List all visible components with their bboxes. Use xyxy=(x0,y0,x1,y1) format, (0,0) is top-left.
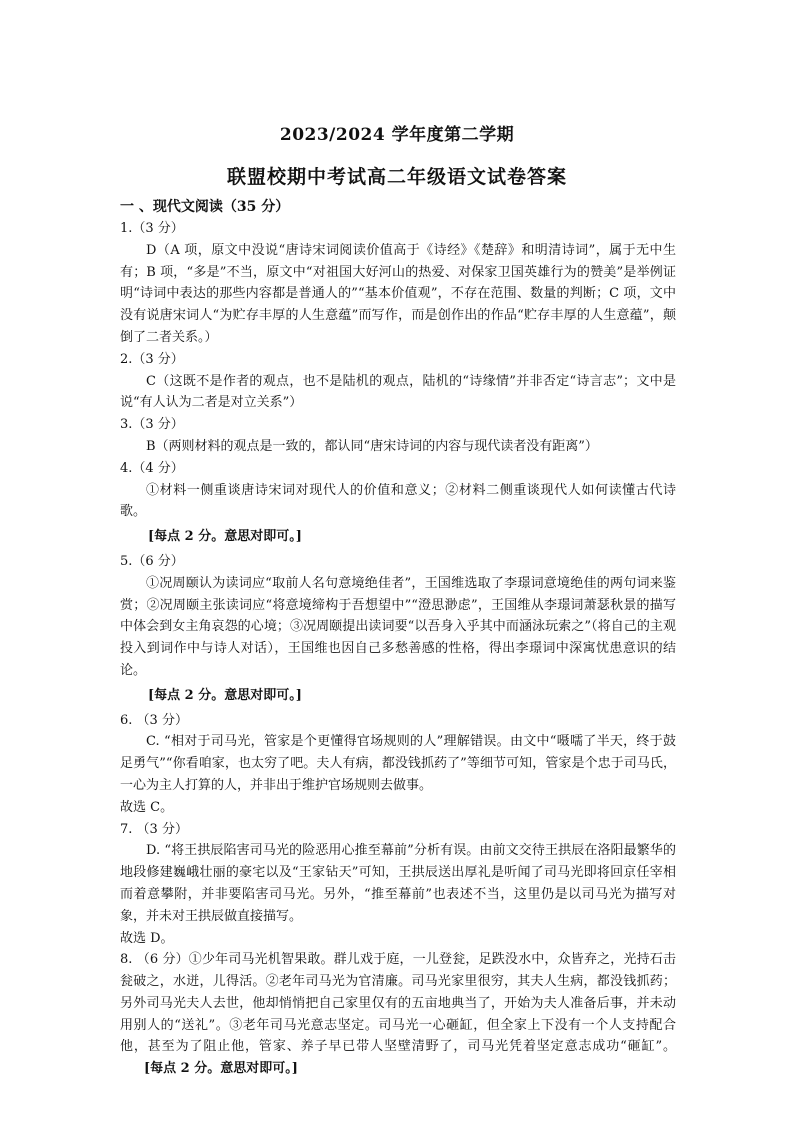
answer-text: ①少年司马光机智果敢。群儿戏于庭，一儿登瓮，足跌没水中，众皆弃之，光持石击瓮破之，水迸，儿得活。②老年司马光为官清廉。司马光家里很穷，其夫人生病，都没钱抓药；另外司马光夫人去世，他却悄悄把自己家里仅有的五亩地典当了，开始为夫人准备后事，并未动用别人的“送礼”。③老年司马光意志坚定。司马光一心砸缸，但全家上下没有一个人支持配合他，甚至为了阻止他，管家、养子早已带人坚壁清野了，司马光凭着坚定意志成功“砸缸”。 xyxy=(120,952,676,1055)
scoring-note: [每点 2 分。意思对即可。] xyxy=(144,1061,298,1077)
section-heading: 一 、现代文阅读（35 分） xyxy=(120,199,290,215)
exam-answer-title: 联盟校期中考试高二年级语文试卷答案 xyxy=(226,166,567,188)
answer-paragraph xyxy=(120,949,676,1080)
answer-conclusion: 故选 D。 xyxy=(120,930,174,946)
question-number: 1.（3 分） xyxy=(120,221,184,236)
scoring-note: [每点 2 分。意思对即可。] xyxy=(148,529,302,545)
answer-text: C（这既不是作者的观点，也不是陆机的观点，陆机的“诗缘情”并非否定“诗言志”；文中是说“有人认为二者是对立关系”） xyxy=(120,373,676,411)
answer-text: ①材料一侧重谈唐诗宋词对现代人的价值和意义；②材料二侧重谈现代人如何读懂古代诗歌。 xyxy=(120,482,676,520)
question-number: 7. （3 分） xyxy=(120,821,188,837)
question-number: 4.（4 分） xyxy=(120,460,184,476)
question-number: 2.（3 分） xyxy=(120,351,184,367)
answer-text: D（A 项，原文中没说“唐诗宋词阅读价值高于《诗经》《楚辞》和明清诗词”，属于无中生有；B 项，“多是”不当，原文中“对祖国大好河山的热爱、对保家卫国英雄行为的赞美”是举例证明“诗词中表达的那些内容都是普通人的”“基本价值观”，不存在范围、数量的判断；C 项，文中没有说唐宋词人“为贮存丰厚的人生意蕴”而写作，而是创作出的作品“贮存丰厚的人生意蕴”，颠倒了二者关系。） xyxy=(120,242,676,345)
scoring-note: [每点 2 分。意思对即可。] xyxy=(148,687,302,703)
answer-text: ①况周颐认为读词应“取前人名句意境绝佳者”，王国维选取了李璟词意境绝佳的两句词来鉴赏；②况周颐主张读词应“将意境缔构于吾想望中”“澄思渺虑”，王国维从李璟词萧瑟秋景的描写中体会到女主角哀怨的心境；③况周颐提出读词要“以吾身入乎其中而涵泳玩索之”（将自己的主观投入到词作中与诗人对话），王国维也因自己多愁善感的性格，得出李璟词中深寓忧患意识的结论。 xyxy=(120,575,676,678)
question-number: 3.（3 分） xyxy=(120,417,184,433)
answer-conclusion: 故选 C。 xyxy=(120,799,174,815)
question-number: 6. （3 分） xyxy=(120,712,188,728)
question-number: 8. （6 分） xyxy=(120,952,189,968)
answer-text: D. “将王拱辰陷害司马光的险恶用心推至幕前”分析有误。由前文交待王拱辰在洛阳最繁华的地段修建巍峨壮丽的豪宅以及“王家钻天”可知，王拱辰送出厚礼是听闻了司马光即将回京任宰相而着意攀附，并非要陷害司马光。另外，“推至幕前”也表述不当，这里仍是以司马光为描写对象，并未对王拱辰做直接描写。 xyxy=(120,843,676,924)
answer-body xyxy=(120,218,676,1080)
answer-text: C. “相对于司马光，管家是个更懂得官场规则的人”理解错误。由文中“嗫嚅了半天，终于鼓足勇气”“你看咱家，也太穷了吧。夫人有病，都没钱抓药了”等细节可知，管家是个忠于司马氏，一心为主人打算的人，并非出于维护官场规则去做事。 xyxy=(120,734,676,793)
exam-term-title: 2023/2024 学年度第二学期 xyxy=(279,125,515,145)
answer-text: B（两则材料的观点是一致的，都认同“唐宋诗词的内容与现代读者没有距离”） xyxy=(146,438,598,454)
question-number: 5.（6 分） xyxy=(120,553,184,569)
